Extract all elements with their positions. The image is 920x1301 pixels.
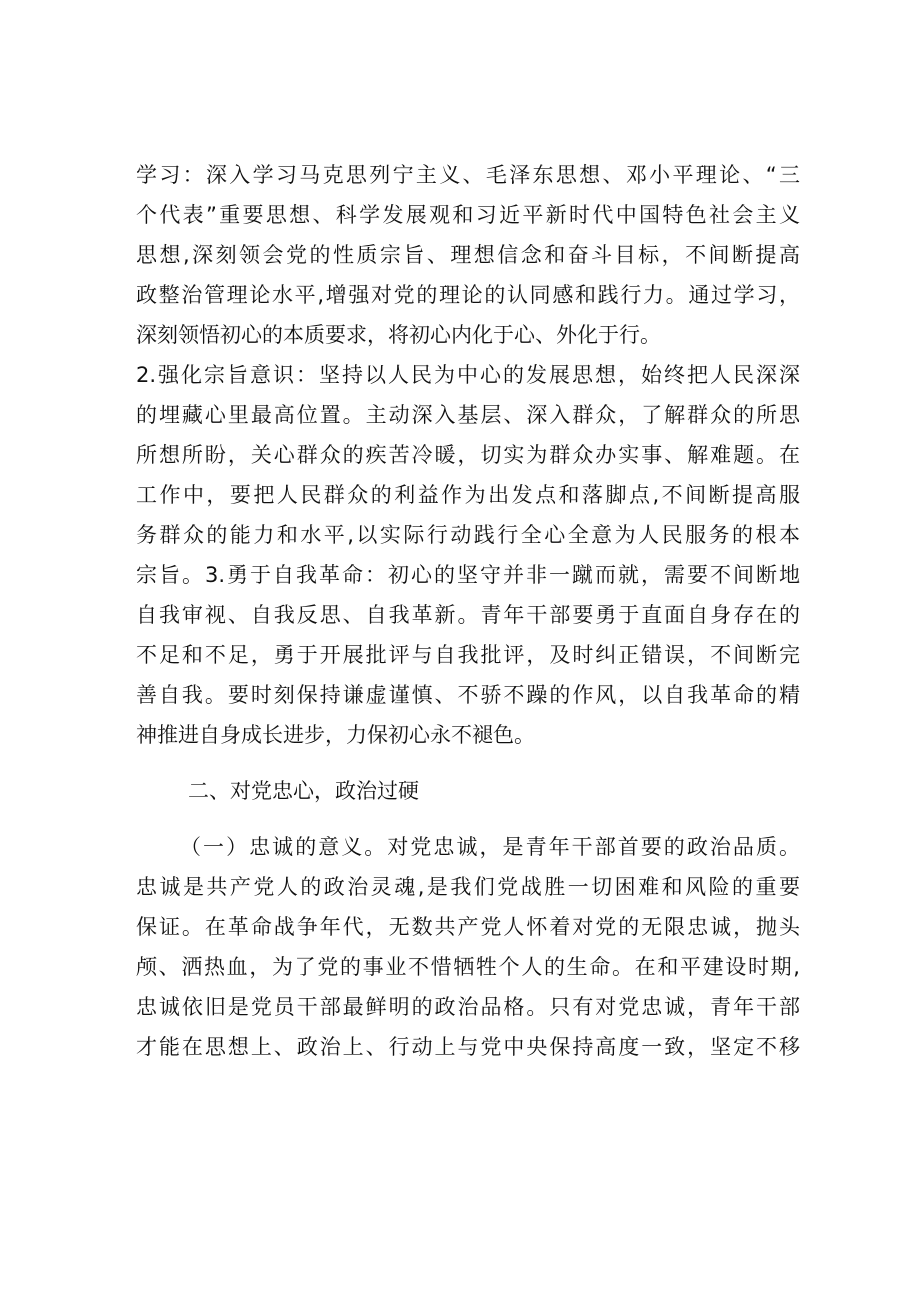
- paragraph-gap: [136, 755, 800, 771]
- paragraph-line: 深刻领悟初心的本质要求，将初心内化于心、外化于行。: [136, 323, 661, 347]
- document-body: [136, 155, 800, 1067]
- paragraph-line: 学习：深入学习马克思列宁主义、毛泽东思想、邓小平理论、“三: [136, 163, 800, 187]
- paragraph-line: 工作中，要把人民群众的利益作为出发点和落脚点,不间断提高服: [136, 483, 800, 507]
- paragraph-line: 宗旨。3.勇于自我革命：初心的坚守并非一蹴而就，需要不间断地: [136, 563, 800, 587]
- paragraph-line: （一）忠诚的意义。对党忠诚，是青年干部首要的政治品质。: [180, 835, 800, 859]
- paragraph-line: 个代表”重要思想、科学发展观和习近平新时代中国特色社会主义: [136, 203, 800, 227]
- paragraph-line: 所想所盼，关心群众的疾苦冷暖，切实为群众办实事、解难题。在: [136, 443, 800, 467]
- paragraph-line: 2.强化宗旨意识：坚持以人民为中心的发展思想，始终把人民深深: [136, 363, 800, 387]
- paragraph-line: 的埋藏心里最高位置。主动深入基层、深入群众，了解群众的所思: [136, 403, 800, 427]
- paragraph-gap: [136, 811, 800, 827]
- paragraph-line: 务群众的能力和水平,以实际行动践行全心全意为人民服务的根本: [136, 523, 800, 547]
- paragraph-line: 自我审视、自我反思、自我革新。青年干部要勇于直面自身存在的: [136, 603, 800, 627]
- paragraph-line: 善自我。要时刻保持谦虚谨慎、不骄不躁的作风，以自我革命的精: [136, 683, 800, 707]
- paragraph-line: 不足和不足，勇于开展批评与自我批评，及时纠正错误，不间断完: [136, 643, 800, 667]
- section-heading: 二、对党忠心，政治过硬: [188, 779, 419, 803]
- paragraph-line: 忠诚是共产党人的政治灵魂,是我们党战胜一切困难和风险的重要: [136, 875, 800, 899]
- paragraph-line: 政整治管理论水平,增强对党的理论的认同感和践行力。通过学习，: [136, 283, 800, 307]
- paragraph-line: 思想,深刻领会党的性质宗旨、理想信念和奋斗目标，不间断提高: [136, 243, 800, 267]
- paragraph-line: 忠诚依旧是党员干部最鲜明的政治品格。只有对党忠诚，青年干部: [136, 995, 800, 1019]
- paragraph-line: 才能在思想上、政治上、行动上与党中央保持高度一致，坚定不移: [136, 1035, 800, 1059]
- paragraph-line: 神推进自身成长进步，力保初心永不褪色。: [136, 723, 535, 747]
- paragraph-line: 保证。在革命战争年代，无数共产党人怀着对党的无限忠诚，抛头: [136, 915, 800, 939]
- paragraph-line: 颅、洒热血，为了党的事业不惜牺牲个人的生命。在和平建设时期,: [136, 955, 800, 979]
